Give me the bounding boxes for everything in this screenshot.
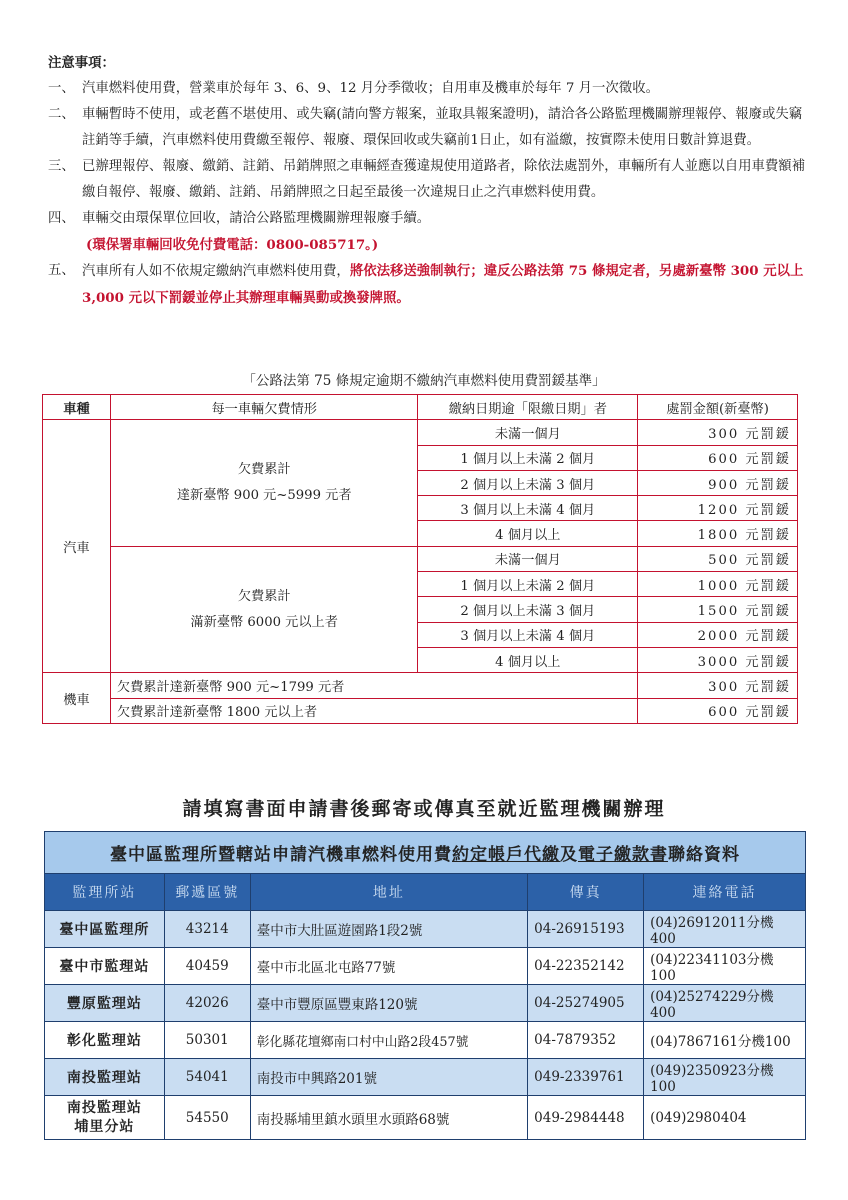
station-line: 埔里分站: [74, 1118, 135, 1135]
contact-table-title: [45, 832, 806, 874]
fine-amount: 300 元罰鍰: [638, 673, 798, 698]
fine-amount: 600 元罰鍰: [638, 698, 798, 723]
contact-table-title-row: [45, 832, 806, 874]
fax-number: 04-7879352: [528, 1022, 644, 1059]
arrears-group-1: [110, 420, 418, 546]
phone-number: (049)2350923分機100: [644, 1059, 806, 1096]
address: 南投縣埔里鎮水頭里水頭路68號: [250, 1096, 527, 1140]
title-part: 及: [560, 845, 578, 865]
table-row: [43, 420, 798, 445]
table-row: [45, 1096, 806, 1140]
recycle-hotline: (環保署車輛回收免付費電話：0800-085717。): [86, 237, 379, 253]
fine-amount: 1500 元罰鍰: [638, 597, 798, 622]
note-number: 三、: [48, 159, 75, 174]
phone-number: (04)25274229分機400: [644, 985, 806, 1022]
fax-number: 04-22352142: [528, 948, 644, 985]
table-row: [45, 948, 806, 985]
overdue-period: 1 個月以上未滿 2 個月: [418, 445, 638, 470]
header-overdue: 繳納日期逾「限繳日期」者: [418, 395, 638, 420]
zip-code: 42026: [164, 985, 250, 1022]
header-phone: 連絡電話: [644, 874, 806, 911]
address: 臺中市北區北屯路77號: [250, 948, 527, 985]
overdue-period: 3 個月以上未滿 4 個月: [418, 496, 638, 521]
phone-number: (04)22341103分機100: [644, 948, 806, 985]
arrears-line: 滿新臺幣 6000 元以上者: [190, 614, 338, 630]
application-instructions: 請填寫書面申請書後郵寄或傳真至就近監理機關辦理: [182, 798, 666, 820]
zip-code: 40459: [164, 948, 250, 985]
table-row: [45, 1022, 806, 1059]
station-line: 南投監理站: [66, 1099, 142, 1116]
note-text: 車輛暫時不使用，或老舊不堪使用、或失竊(請向警方報案，並取具報案證明)，請洽各公路監理機關辦理報停、報廢或失竊註銷等手續，汽車燃料使用費繳至報停、報廢、環保回收或失竊前1日止，如有溢繳，按實際未使用日數計算退費。: [82, 107, 803, 148]
phone-number: (049)2980404: [644, 1096, 806, 1140]
address: 南投市中興路201號: [250, 1059, 527, 1096]
note-item: [48, 206, 808, 232]
penalty-warning: 將依法移送強制執行；違反公路法第 75 條規定者，另處新臺幣 300 元以上 3,000 元以下罰鍰並停止其辦理車輛異動或換發牌照。: [82, 263, 804, 306]
fine-amount: 900 元罰鍰: [638, 470, 798, 495]
penalty-header-row: [43, 395, 798, 420]
note-text: 汽車所有人如不依規定繳納汽車燃料使用費，: [82, 264, 350, 279]
overdue-period: 2 個月以上未滿 3 個月: [418, 597, 638, 622]
station-name: 臺中市監理站: [45, 948, 165, 985]
overdue-period: 4 個月以上: [418, 647, 638, 672]
arrears-line: 欠費累計: [237, 462, 291, 478]
station-name: 臺中區監理所: [45, 911, 165, 948]
contact-table: [44, 831, 806, 1140]
header-address: 地址: [250, 874, 527, 911]
table-row: [45, 1059, 806, 1096]
header-arrears: 每一車輛欠費情形: [110, 395, 418, 420]
note-text: 車輛交由環保單位回收，請洽公路監理機關辦理報廢手續。: [82, 211, 431, 226]
note-text: 汽車燃料使用費，營業車於每年 3、6、9、12 月分季徵收；自用車及機車於每年 7 月一次徵收。: [82, 81, 659, 96]
overdue-period: 2 個月以上未滿 3 個月: [418, 470, 638, 495]
table-row: [45, 985, 806, 1022]
station-name: 彰化監理站: [45, 1022, 165, 1059]
notes-heading: 注意事項：: [48, 55, 115, 71]
note-number: 一、: [48, 81, 75, 96]
fax-number: 04-26915193: [528, 911, 644, 948]
header-station: 監理所站: [45, 874, 165, 911]
moto-arrears: 欠費累計達新臺幣 1800 元以上者: [110, 698, 637, 723]
note-number: 四、: [48, 211, 75, 226]
overdue-period: 1 個月以上未滿 2 個月: [418, 572, 638, 597]
zip-code: 54041: [164, 1059, 250, 1096]
title-part: 電子繳款書: [578, 845, 668, 865]
notes-section: [48, 50, 808, 312]
moto-arrears: 欠費累計達新臺幣 900 元~1799 元者: [110, 673, 637, 698]
header-fine: 處罰金額(新臺幣): [638, 395, 798, 420]
note-number: 五、: [48, 263, 75, 278]
title-part: 臺中區監理所暨轄站申請汽機車燃料使用費: [110, 845, 452, 865]
station-name: [45, 1096, 165, 1140]
overdue-period: 未滿一個月: [418, 546, 638, 571]
phone-number: (04)7867161分機100: [644, 1022, 806, 1059]
note-item: [48, 76, 808, 102]
fax-number: 049-2984448: [528, 1096, 644, 1140]
note-number: 二、: [48, 107, 75, 122]
zip-code: 50301: [164, 1022, 250, 1059]
overdue-period: 未滿一個月: [418, 420, 638, 445]
arrears-group-2: [110, 546, 418, 672]
penalty-table-title: 「公路法第 75 條規定逾期不繳納汽車燃料使用費罰鍰基準」: [242, 373, 606, 389]
overdue-period: 3 個月以上未滿 4 個月: [418, 622, 638, 647]
vehicle-type-car: 汽車: [43, 420, 111, 673]
station-name: 南投監理站: [45, 1059, 165, 1096]
fine-amount: 1000 元罰鍰: [638, 572, 798, 597]
address: 彰化縣花壇鄉南口村中山路2段457號: [250, 1022, 527, 1059]
penalty-table: [42, 394, 798, 724]
title-part: 聯絡資料: [668, 845, 740, 865]
header-zip: 郵遞區號: [164, 874, 250, 911]
fine-amount: 1200 元罰鍰: [638, 496, 798, 521]
fax-number: 049-2339761: [528, 1059, 644, 1096]
note-item: [48, 102, 808, 154]
fine-amount: 300 元罰鍰: [638, 420, 798, 445]
note-text: 已辦理報停、報廢、繳銷、註銷、吊銷牌照之車輛經查獲違規使用道路者，除依法處罰外，車輛所有人並應以自用車費額補繳自報停、報廢、繳銷、註銷、吊銷牌照之日起至最後一次違規日止之汽車燃料使用費。: [82, 159, 806, 200]
zip-code: 54550: [164, 1096, 250, 1140]
table-row: [43, 546, 798, 571]
header-fax: 傳真: [528, 874, 644, 911]
fine-amount: 500 元罰鍰: [638, 546, 798, 571]
arrears-line: 達新臺幣 900 元~5999 元者: [176, 488, 352, 504]
vehicle-type-motorcycle: 機車: [43, 673, 111, 724]
header-vehicle-type: 車種: [43, 395, 111, 420]
arrears-line: 欠費累計: [237, 588, 291, 604]
note-item: [48, 258, 808, 312]
zip-code: 43214: [164, 911, 250, 948]
address: 臺中市豐原區豐東路120號: [250, 985, 527, 1022]
fine-amount: 600 元罰鍰: [638, 445, 798, 470]
station-name: 豐原監理站: [45, 985, 165, 1022]
contact-header-row: [45, 874, 806, 911]
fine-amount: 2000 元罰鍰: [638, 622, 798, 647]
table-row: [43, 673, 798, 698]
fine-amount: 3000 元罰鍰: [638, 647, 798, 672]
overdue-period: 4 個月以上: [418, 521, 638, 546]
phone-number: (04)26912011分機400: [644, 911, 806, 948]
title-part: 約定帳戶代繳: [452, 845, 560, 865]
address: 臺中市大肚區遊園路1段2號: [250, 911, 527, 948]
table-row: [45, 911, 806, 948]
note-item: [48, 154, 808, 206]
fax-number: 04-25274905: [528, 985, 644, 1022]
table-row: [43, 698, 798, 723]
fine-amount: 1800 元罰鍰: [638, 521, 798, 546]
